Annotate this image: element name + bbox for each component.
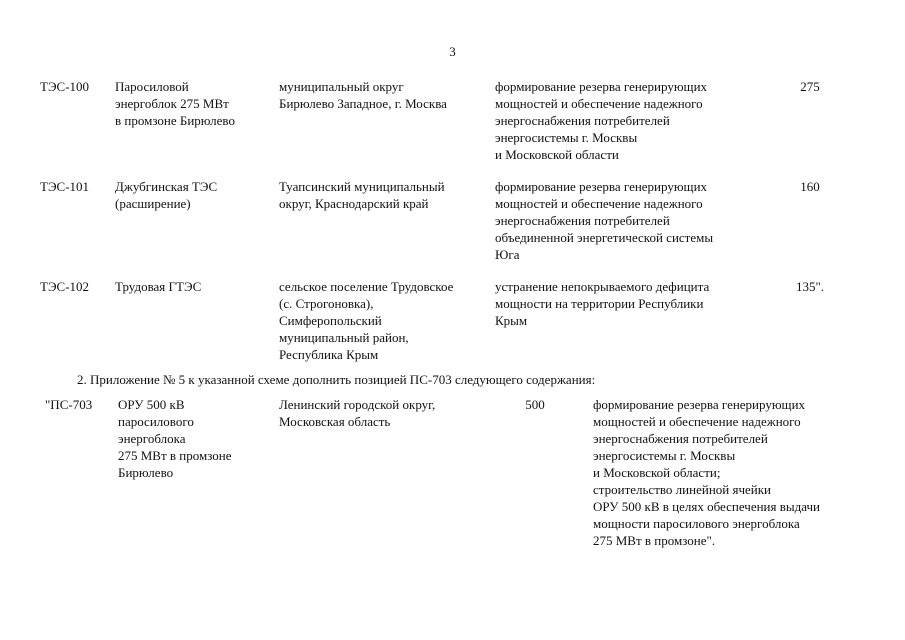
object-code: ТЭС-101 xyxy=(40,179,90,194)
object-name: Паросиловой энергоблок 275 МВт в промзоне Бирюлево xyxy=(115,79,235,128)
object-code: ТЭС-100 xyxy=(40,79,90,94)
object-purpose: формирование резерва генерирующих мощностей и обеспечение надежного энергоснабжения потребителей энергосистемы г. Москвы и Московской области xyxy=(495,79,708,162)
object-purpose: формирование резерва генерирующих мощностей и обеспечение надежного энергоснабжения потребителей объединенной энергетической системы Юга xyxy=(495,179,714,262)
object-code: "ПС-703 xyxy=(45,397,93,412)
object-location: Туапсинский муниципальный округ, Краснодарский край xyxy=(279,179,445,211)
amendment-paragraph: 2. Приложение № 5 к указанной схеме дополнить позицией ПС-703 следующего содержания: xyxy=(77,372,596,387)
object-capacity: 160 xyxy=(800,179,820,194)
page-number: 3 xyxy=(449,44,456,59)
object-location: муниципальный округ Бирюлево Западное, г. Москва xyxy=(279,79,447,111)
object-purpose: устранение непокрываемого дефицита мощности на территории Республики Крым xyxy=(495,279,710,328)
object-purpose: формирование резерва генерирующих мощностей и обеспечение надежного энергоснабжения потребителей энергосистемы г. Москвы и Московской области; строительство линейной ячейки ОРУ 500 кВ в целях обеспечения выдачи мощности паросилового энергоблока 275 МВт в промзоне". xyxy=(593,397,820,548)
object-location: сельское поселение Трудовское (с. Строгоновка), Симферопольский муниципальный район, Республика Крым xyxy=(279,279,454,362)
object-name: ОРУ 500 кВ паросилового энергоблока 275 МВт в промзоне Бирюлево xyxy=(118,397,232,480)
object-name: Джубгинская ТЭС (расширение) xyxy=(115,179,218,211)
object-location: Ленинский городской округ, Московская область xyxy=(279,397,436,429)
object-name: Трудовая ГТЭС xyxy=(115,279,202,294)
object-code: ТЭС-102 xyxy=(40,279,90,294)
object-voltage: 500 xyxy=(525,397,545,412)
object-capacity: 135". xyxy=(795,279,825,294)
object-capacity: 275 xyxy=(800,79,820,94)
